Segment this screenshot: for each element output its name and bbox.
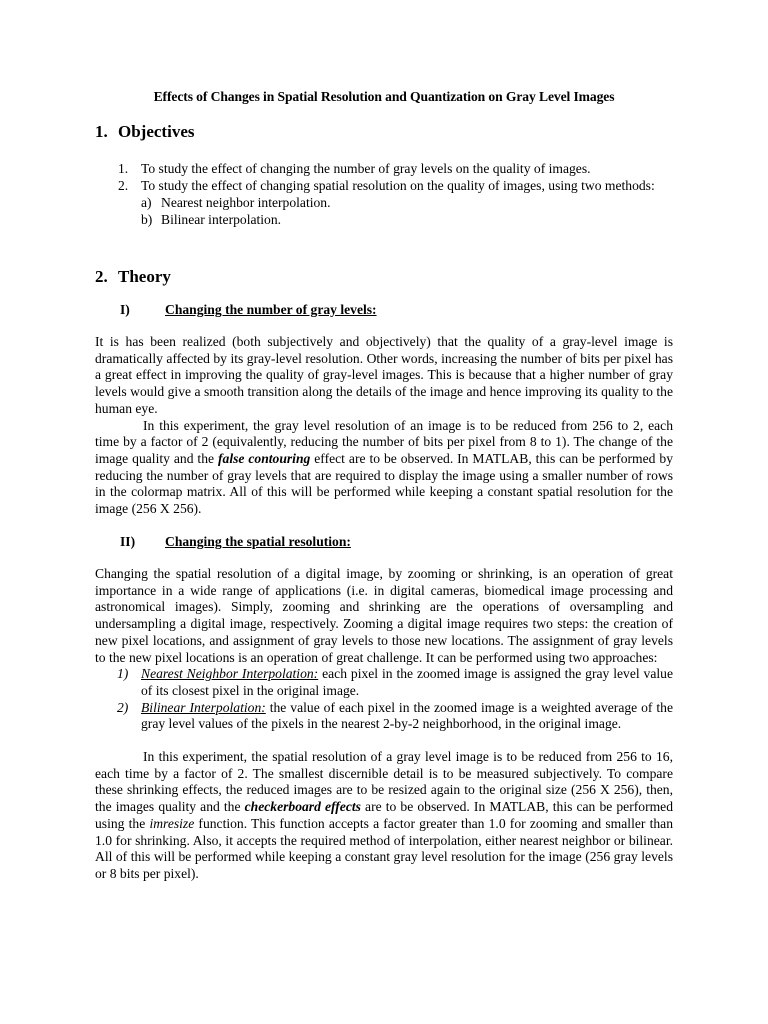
sublist-item-label: a) <box>141 195 152 210</box>
subsection-heading-spatial-resolution <box>120 534 351 550</box>
section-heading-theory <box>95 267 171 287</box>
emphasis-term: checkerboard effects <box>244 799 361 815</box>
list-item <box>95 700 673 733</box>
section-title: Theory <box>118 267 171 286</box>
sublist-item-text: Bilinear interpolation. <box>161 212 282 227</box>
list-item-number: 2) <box>117 699 129 715</box>
subsection-heading-gray-levels <box>120 302 377 318</box>
subsection-numeral: I) <box>120 302 130 317</box>
section-number: 1. <box>95 122 108 141</box>
list-item <box>95 666 673 699</box>
approach-title: Bilinear Interpolation: <box>141 699 266 715</box>
paragraph <box>95 749 673 883</box>
paragraph <box>95 418 673 518</box>
text-run: In this experiment, the gray level resolution of an image is to be reduced from 256 to 2, each time by a factor of 2 (equivalently, reducing the number of bits per pixel from 8 to 1). The change of the image quality and the <box>95 417 673 466</box>
section-number: 2. <box>95 267 108 286</box>
text-run: effect are to be observed. In MATLAB, this can be performed by reducing the number of gray levels that are required to display the image using a smaller number of rows in the colormap matrix. All of this will be performed while keeping a constant spatial resolution for the image (256 X 256). <box>95 450 673 517</box>
approach-text: the value of each pixel in the zoomed image is a weighted average of the gray level values of the pixels in the nearest 2-by-2 neighborhood, in the original image. <box>141 699 674 732</box>
section-heading-objectives <box>95 122 194 142</box>
text-run: function. This function accepts a factor greater than 1.0 for zooming and smaller than 1.0 for shrinking. Also, it accepts the required method of interpolation, either nearest neighbor or bilinear. All of this will be performed while keeping a constant gray level resolution for the image (256 gray levels or 8 bits per pixel). <box>95 815 673 881</box>
list-item <box>118 160 678 177</box>
sublist-item-label: b) <box>141 212 153 227</box>
approach-text: each pixel in the zoomed image is assigned the gray level value of its closest pixel in the original image. <box>141 666 673 698</box>
approaches-list <box>95 666 673 733</box>
list-item-text: To study the effect of changing spatial resolution on the quality of images, using two methods: <box>141 178 655 193</box>
objectives-list <box>118 160 678 228</box>
list-item-number: 1) <box>117 666 129 682</box>
sublist-item <box>141 211 678 228</box>
text-run: are to be observed. In MATLAB, this can be performed using the <box>95 799 673 831</box>
function-name: imresize <box>149 815 195 831</box>
sublist-item-text: Nearest neighbor interpolation. <box>161 195 331 210</box>
paragraph: It is has been realized (both subjectively and objectively) that the quality of a gray-level image is dramatically affected by its gray-level resolution. Other words, increasing the number of bits per pixel has a great effect in improving the quality of gray-level images. This is because that a higher number of gray levels would give a smooth transition along the details of the image and hence improving its quality to the human eye. <box>95 334 673 416</box>
list-item-text: To study the effect of changing the number of gray levels on the quality of images. <box>141 161 591 176</box>
approach-title: Nearest Neighbor Interpolation: <box>141 666 319 682</box>
list-item-number: 2. <box>118 178 129 193</box>
subsection-title: Changing the spatial resolution: <box>165 534 351 549</box>
document-title: Effects of Changes in Spatial Resolution and Quantization on Gray Level Images <box>153 89 615 104</box>
gray-levels-body <box>95 334 673 518</box>
list-item-number: 1. <box>118 161 129 176</box>
sublist-item <box>141 194 678 211</box>
methods-sublist <box>118 194 678 228</box>
list-item <box>118 177 678 194</box>
text-run: In this experiment, the spatial resolution of a gray level image is to be reduced from 256 to 16, each time by a factor of 2. The smallest discernible detail is to be measured subjectively. To compare these shrinking effects, the reduced images are to be resized again to the original size (256 X 256), then, the images quality and the <box>95 749 673 815</box>
section-title: Objectives <box>118 122 195 141</box>
spatial-resolution-body <box>95 566 673 883</box>
subsection-title: Changing the number of gray levels: <box>165 302 377 317</box>
paragraph: Changing the spatial resolution of a digital image, by zooming or shrinking, is an operation of great importance in a wide range of applications (i.e. in digital cameras, biomedical image processing and astronomical images). Simply, zooming and shrinking are the operations of oversampling and undersampling a digital image, respectively. Zooming a digital image requires two steps: the creation of new pixel locations, and assignment of gray levels to those new locations. The assignment of gray levels to the new pixel locations is an operation of great challenge. It can be performed using two approaches: <box>95 566 673 665</box>
emphasis-term: false contouring <box>218 450 311 466</box>
subsection-numeral: II) <box>120 534 136 549</box>
